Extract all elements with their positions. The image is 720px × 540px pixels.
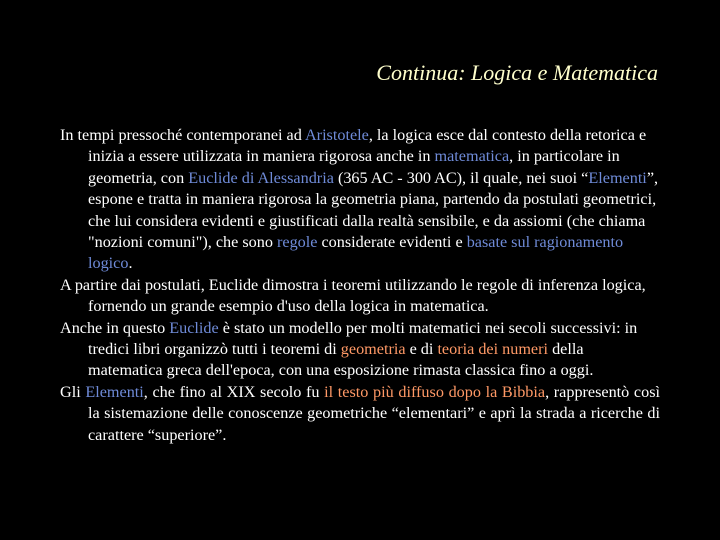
text-segment: è stato un modello per molti matematici nei secoli successivi: in tredici libri organizzò tutti i teoremi di — [88, 318, 638, 359]
link-teoria-dei-numeri[interactable]: teoria dei numeri — [437, 340, 549, 359]
text-segment: considerate evidenti e — [317, 233, 467, 252]
text-segment: , in particolare in geometria, con — [88, 147, 620, 187]
title-prefix: Continua: — [376, 60, 466, 85]
link-testo-piu-diffuso[interactable]: il testo più diffuso dopo la Bibbia — [324, 382, 546, 401]
paragraph-aristotele — [60, 125, 660, 275]
text-segment: (365 AC - 300 AC), il quale, nei suoi “ — [333, 168, 589, 187]
text-segment: ”, espone e tratta in maniera rigorosa la geometria piana, partendo da postulati geometrici, che lui considera evidenti e giustificati dalla realtà sensibile, e da assiomi (che chiama "nozioni comuni"), che sono — [88, 168, 659, 252]
text-segment: Anche in questo — [60, 318, 170, 337]
link-euclide-di-alessandria[interactable]: Euclide di Alessandria — [188, 168, 334, 187]
paragraph-euclide-modello — [60, 318, 660, 382]
text-segment: della matematica greca dell'epoca, con una esposizione rimasta classica fino a oggi. — [88, 340, 594, 380]
text-segment: . — [128, 254, 133, 273]
link-geometria[interactable]: geometria — [340, 340, 406, 359]
paragraph-postulati — [60, 275, 660, 318]
link-elementi-2[interactable]: Elementi — [85, 382, 144, 401]
text-segment: Gli — [60, 382, 86, 401]
paragraph-elementi — [60, 382, 660, 446]
text-segment: A partire dai postulati, Euclide dimostra i teoremi utilizzando le regole di inferenza logica, fornendo un grande esempio d'uso della logica in matematica. — [60, 275, 646, 316]
slide-title — [376, 60, 658, 86]
text-segment: , rappresentò così la sistemazione delle conoscenze geometriche “elementari” e aprì la strada a ricerche di carattere “superiore”. — [88, 382, 660, 444]
text-segment: , la logica esce dal contesto della retorica e inizia a essere utilizzata in maniera rigorosa anche in — [88, 126, 647, 166]
link-euclide[interactable]: Euclide — [169, 318, 219, 337]
text-segment: , che fino al XIX secolo fu — [143, 382, 325, 401]
title-rest: Logica e Matematica — [465, 60, 658, 85]
slide-body — [60, 125, 660, 446]
link-aristotele[interactable]: Aristotele — [304, 126, 369, 144]
link-regole[interactable]: regole — [277, 233, 318, 252]
text-segment: e di — [405, 340, 438, 359]
link-matematica[interactable]: matematica — [434, 147, 510, 166]
link-elementi[interactable]: Elementi — [588, 168, 647, 187]
link-ragionamento-logico[interactable]: basate sul ragionamento logico — [88, 233, 624, 273]
text-segment: In tempi pressoché contemporanei ad — [60, 126, 305, 144]
